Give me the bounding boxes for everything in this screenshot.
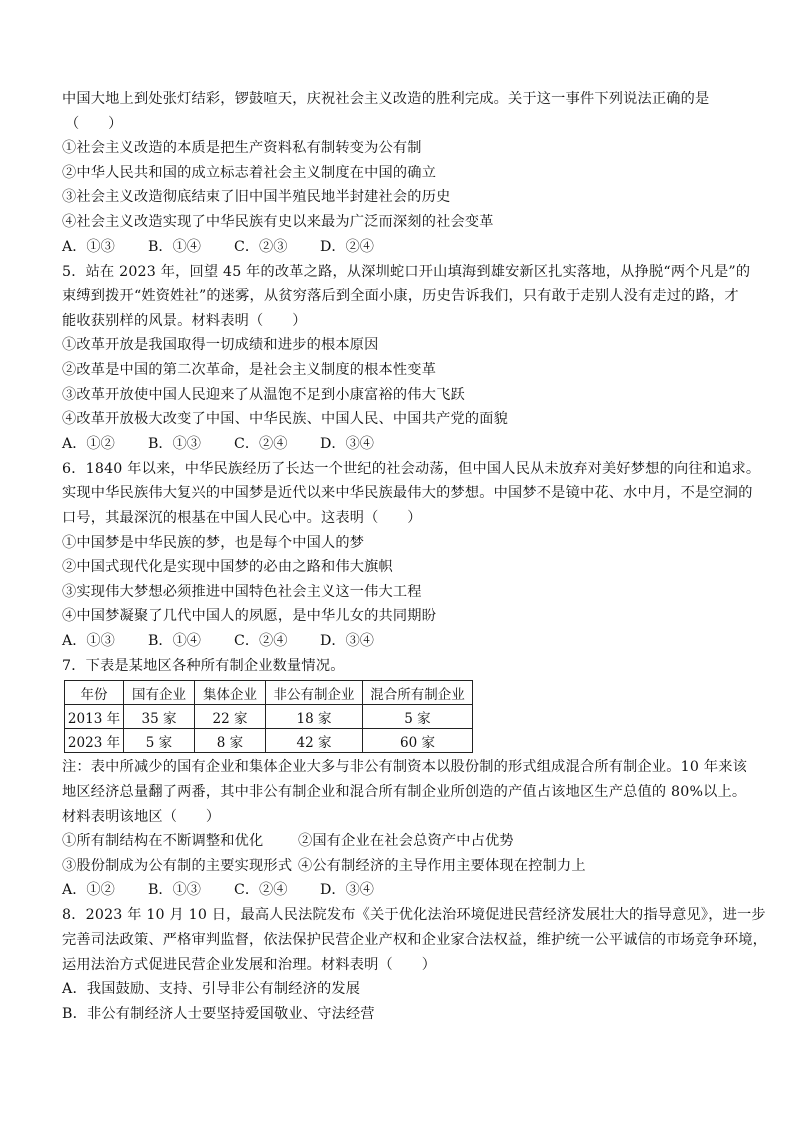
table-cell: 35 家 — [124, 705, 195, 729]
table-cell: 22 家 — [195, 705, 266, 729]
table-cell: 42 家 — [266, 729, 363, 753]
option-d[interactable]: D．③④ — [320, 632, 374, 649]
answer-blank: （ ） — [65, 115, 123, 132]
option-c[interactable]: C．②④ — [234, 632, 288, 649]
question-text: 7．下表是某地区各种所有制企业数量情况。 — [62, 657, 345, 674]
table-note: 注：表中所减少的国有企业和集体企业大多与非公有制资本以股份制的形式组成混合所有制企业。10 年来该 — [62, 759, 747, 776]
table-header: 集体企业 — [195, 681, 266, 705]
statement-3: ③改革开放使中国人民迎来了从温饱不足到小康富裕的伟大飞跃 — [62, 386, 465, 403]
answer-options — [62, 235, 742, 260]
table-header-row — [65, 681, 473, 705]
statement-4: ④改革开放极大改变了中国、中华民族、中国人民、中国共产党的面貌 — [62, 411, 509, 428]
question-text: 运用法治方式促进民营企业发展和治理。材料表明（ ） — [62, 956, 437, 973]
statement-row — [62, 854, 742, 879]
option-a[interactable]: A．①③ — [62, 632, 115, 649]
question-text: 6．1840 年以来，中华民族经历了长达一个世纪的社会动荡，但中国人民从未放弃对美好梦想的向往和追求。 — [62, 460, 761, 477]
option-a[interactable]: A．①③ — [62, 238, 115, 255]
option-b[interactable]: B．①④ — [148, 632, 201, 649]
table-cell: 5 家 — [363, 705, 473, 729]
table-cell: 5 家 — [124, 729, 195, 753]
question-8 — [62, 903, 767, 1026]
table-row — [65, 705, 473, 729]
option-a[interactable]: A．我国鼓励、支持、引导非公有制经济的发展 — [62, 981, 361, 998]
statement-1: ①中国梦是中华民族的梦，也是每个中国人的梦 — [62, 534, 365, 551]
statement-2: ②中华人民共和国的成立标志着社会主义制度在中国的确立 — [62, 164, 437, 181]
answer-options — [62, 629, 742, 654]
statement-2: ②中国式现代化是实现中国梦的必由之路和伟大旗帜 — [62, 559, 393, 576]
table-row — [65, 729, 473, 753]
option-b[interactable]: B．①③ — [148, 435, 201, 452]
table-cell: 18 家 — [266, 705, 363, 729]
statement-4: ④社会主义改造实现了中华民族有史以来最为广泛而深刻的社会变革 — [62, 213, 494, 230]
table-header: 年份 — [65, 681, 124, 705]
option-c[interactable]: C．②④ — [234, 435, 288, 452]
question-6 — [62, 457, 761, 654]
question-text: 5．站在 2023 年，回望 45 年的改革之路，从深圳蛇口开山填海到雄安新区扎实落地，从挣脱“两个凡是”的 — [62, 263, 751, 280]
statement-3: ③社会主义改造彻底结束了旧中国半殖民地半封建社会的历史 — [62, 189, 451, 206]
statement-4: ④公有制经济的主导作用主要体现在控制力上 — [298, 857, 586, 874]
option-b[interactable]: B．①④ — [148, 238, 201, 255]
option-c[interactable]: C．②④ — [234, 882, 288, 899]
table-header: 国有企业 — [124, 681, 195, 705]
statement-1: ①社会主义改造的本质是把生产资料私有制转变为公有制 — [62, 140, 422, 157]
table-header: 非公有制企业 — [266, 681, 363, 705]
statement-2: ②国有企业在社会总资产中占优势 — [298, 833, 514, 850]
question-text: 中国大地上到处张灯结彩，锣鼓喧天，庆祝社会主义改造的胜利完成。关于这一事件下列说法正确的是 — [62, 91, 710, 107]
option-a[interactable]: A．①② — [62, 882, 115, 899]
question-text: 材料表明该地区（ ） — [62, 808, 221, 825]
statement-2: ②改革是中国的第二次革命，是社会主义制度的根本性变革 — [62, 361, 437, 378]
table-cell: 2023 年 — [65, 729, 124, 753]
option-b[interactable]: B．非公有制经济人士要坚持爱国敬业、守法经营 — [62, 1005, 375, 1022]
question-7 — [62, 654, 747, 904]
question-text: 8．2023 年 10 月 10 日，最高人民法院发布《关于优化法治环境促进民营经济发展壮大的指导意见》，进一步 — [62, 907, 766, 924]
statement-4: ④中国梦凝聚了几代中国人的夙愿，是中华儿女的共同期盼 — [62, 608, 437, 625]
exam-page — [62, 87, 767, 1026]
table-cell: 2013 年 — [65, 705, 124, 729]
question-text: 束缚到拨开“姓资姓社”的迷雾，从贫穷落后到全面小康，历史告诉我们，只有敢于走别人没有走过的路，才 — [62, 288, 739, 305]
table-note: 地区经济总量翻了两番，其中非公有制企业和混合所有制企业所创造的产值占该地区生产总值的 80%以上。 — [62, 784, 747, 801]
statement-1: ①改革开放是我国取得一切成绩和进步的根本原因 — [62, 337, 379, 354]
option-d[interactable]: D．③④ — [320, 435, 374, 452]
question-text: 口号，其最深沉的根基在中国人民心中。这表明（ ） — [62, 509, 422, 526]
table-header: 混合所有制企业 — [363, 681, 473, 705]
option-c[interactable]: C．②③ — [234, 238, 288, 255]
question-text: 实现中华民族伟大复兴的中国梦是近代以来中华民族最伟大的梦想。中国梦不是镜中花、水中月，不是空洞的 — [62, 485, 753, 502]
statement-row — [62, 829, 742, 854]
statement-1: ①所有制结构在不断调整和优化 — [62, 833, 264, 850]
option-d[interactable]: D．②④ — [320, 238, 374, 255]
option-d[interactable]: D．③④ — [320, 882, 374, 899]
statement-3: ③实现伟大梦想必须推进中国特色社会主义这一伟大工程 — [62, 583, 422, 600]
statement-3: ③股份制成为公有制的主要实现形式 — [62, 857, 293, 874]
enterprise-count-table — [64, 680, 473, 753]
question-text: 完善司法政策、严格审判监督，依法保护民营企业产权和企业家合法权益，维护统一公平诚信的市场竞争环境， — [62, 932, 767, 949]
question-text: 能收获别样的风景。材料表明（ ） — [62, 312, 307, 329]
question-4 — [62, 87, 742, 260]
option-a[interactable]: A．①② — [62, 435, 115, 452]
table-cell: 8 家 — [195, 729, 266, 753]
option-b[interactable]: B．①③ — [148, 882, 201, 899]
answer-options — [62, 432, 742, 457]
table-cell: 60 家 — [363, 729, 473, 753]
question-5 — [62, 260, 751, 457]
answer-options — [62, 878, 742, 903]
